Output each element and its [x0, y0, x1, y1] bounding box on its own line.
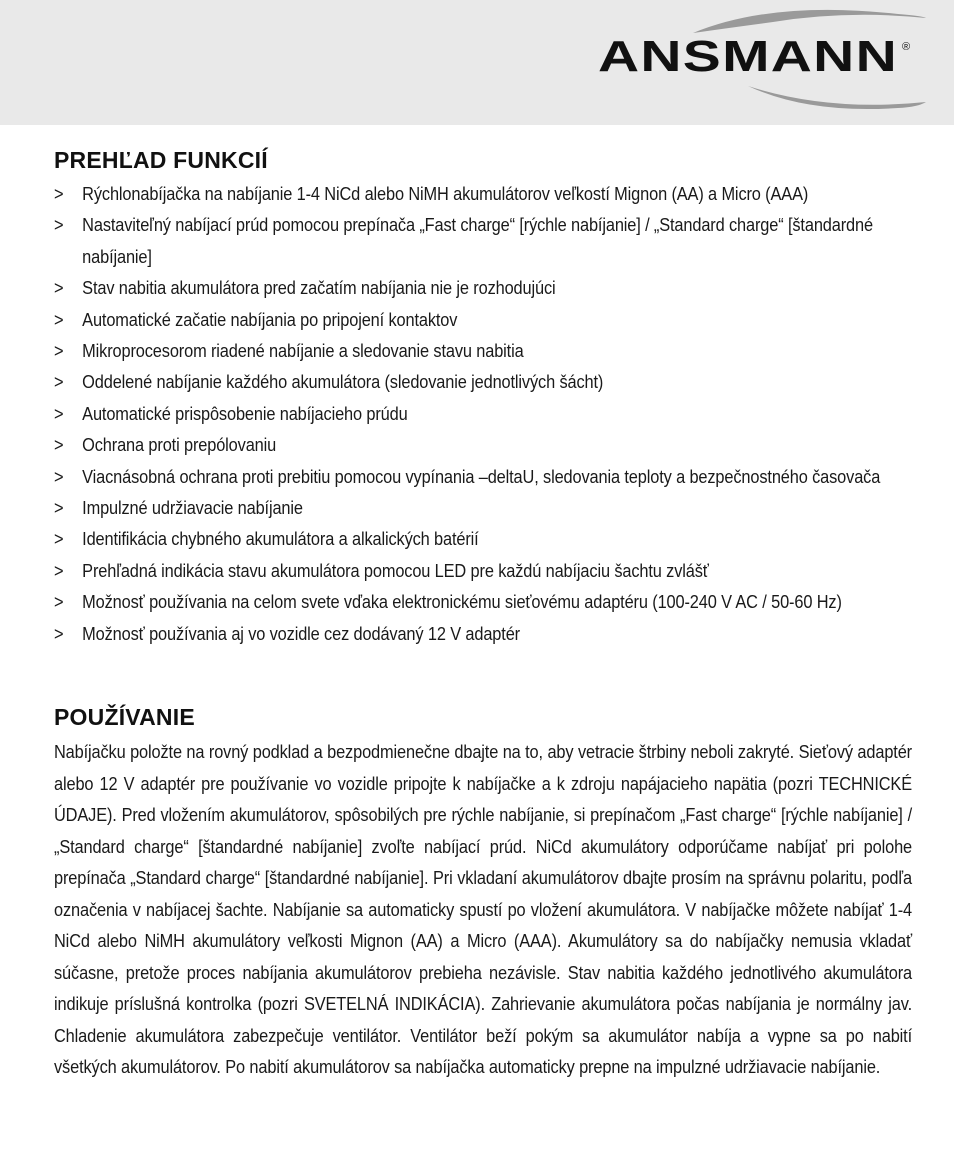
feature-text: Rýchlonabíjačka na nabíjanie 1-4 NiCd alebo NiMH akumulátorov veľkostí Mignon (AA) a Micro (AAA)	[82, 183, 809, 204]
feature-item	[54, 366, 936, 397]
bullet-marker: >	[54, 559, 64, 581]
feature-item	[54, 178, 936, 209]
ansmann-logo	[598, 8, 928, 112]
feature-text: Automatické prispôsobenie nabíjacieho prúdu	[82, 402, 408, 424]
feature-text: Automatické začatie nabíjania po pripojení kontaktov	[82, 308, 458, 330]
bullet-marker: >	[54, 308, 64, 330]
bullet-marker: >	[54, 528, 64, 550]
feature-item	[54, 429, 936, 460]
feature-item	[54, 209, 936, 272]
feature-item	[54, 523, 936, 554]
bullet-marker: >	[54, 622, 64, 644]
feature-item	[54, 586, 936, 617]
feature-item	[54, 335, 936, 366]
feature-text: Viacnásobná ochrana proti prebitiu pomocou vypínania –deltaU, sledovania teploty a bezpečnostného časovača	[82, 465, 881, 487]
bullet-marker: >	[54, 277, 64, 299]
feature-item	[54, 461, 936, 492]
usage-paragraph: Nabíjačku položte na rovný podklad a bezpodmienečne dbajte na to, aby vetracie štrbiny neboli zakryté. Sieťový adaptér alebo 12 V adaptér pre používanie vo vozidle pripojte k nabíjačke a k zdroju napájacieho napätia (pozri TECHNICKÉ ÚDAJE). Pred vložením akumulátorov, spôsobilých pre rýchle nabíjanie, si prepínačom „Fast charge“ [rýchle nabíjanie] / „Standard charge“ [štandardné nabíjanie] zvoľte nabíjací prúd. NiCd akumulátory odporúčame nabíjať pri polohe prepínača „Standard charge“ [štandardné nabíjanie]. Pri vkladaní akumulátorov dbajte prosím na správnu polaritu, podľa označenia v nabíjacej šachte. Nabíjanie sa automaticky spustí po vložení akumulátora. V nabíjačke môžete nabíjať 1-4 NiCd alebo NiMH akumulátory veľkosti Mignon (AA) a Micro (AAA). Akumulátory sa do nabíjačky nemusia vkladať súčasne, pretože proces nabíjania akumulátorov prebieha nezávisle. Stav nabitia každého jednotlivého akumulátora indikuje príslušná kontrolka (pozri SVETELNÁ INDIKÁCIA). Zahrievanie akumulátora počas nabíjania je normálny jav. Chladenie akumulátora zabezpečuje ventilátor. Ventilátor beží pokým sa akumulátor nabíja a vypne sa po nabití všetkých akumulátorov. Po nabití akumulátorov sa nabíjačka automaticky prepne na impulzné udržiavacie nabíjanie.	[54, 741, 912, 1077]
bullet-marker: >	[54, 214, 64, 236]
feature-item	[54, 618, 936, 649]
feature-text: Impulzné udržiavacie nabíjanie	[82, 497, 303, 519]
feature-text: Stav nabitia akumulátora pred začatím nabíjania nie je rozhodujúci	[82, 277, 556, 299]
logo-text: ANSMANN	[598, 32, 898, 81]
bullet-marker: >	[54, 371, 64, 393]
feature-text: Identifikácia chybného akumulátora a alkalických batérií	[82, 528, 479, 550]
feature-text: Prehľadná indikácia stavu akumulátora pomocou LED pre každú nabíjaciu šachtu zvlášť	[82, 559, 709, 581]
feature-text: Možnosť používania na celom svete vďaka elektronickému sieťovému adaptéru (100-240 V AC / 50-60 Hz)	[82, 591, 842, 613]
feature-text: Oddelené nabíjanie každého akumulátora (sledovanie jednotlivých šácht)	[82, 371, 604, 393]
feature-item	[54, 272, 936, 303]
feature-text: Možnosť používania aj vo vozidle cez dodávaný 12 V adaptér	[82, 622, 520, 644]
features-heading: PREHĽAD FUNKCIÍ	[54, 147, 268, 173]
feature-item	[54, 304, 936, 335]
bullet-marker: >	[54, 402, 64, 424]
bullet-marker: >	[54, 465, 64, 487]
bullet-marker: >	[54, 497, 64, 519]
bullet-marker: >	[54, 591, 64, 613]
registered-mark: ®	[902, 41, 911, 53]
usage-heading: POUŽÍVANIE	[54, 704, 195, 730]
features-list	[54, 178, 914, 649]
feature-item	[54, 492, 936, 523]
feature-item	[54, 555, 936, 586]
bullet-marker: >	[54, 434, 64, 456]
bullet-marker: >	[54, 340, 64, 362]
feature-text: Nastaviteľný nabíjací prúd pomocou prepínača „Fast charge“ [rýchle nabíjanie] / „Standard charge“ [štandardné nabíjanie]	[82, 214, 873, 267]
feature-item	[54, 398, 936, 429]
feature-text: Mikroprocesorom riadené nabíjanie a sledovanie stavu nabitia	[82, 340, 524, 362]
feature-text: Ochrana proti prepólovaniu	[82, 434, 277, 456]
bullet-marker: >	[54, 183, 64, 204]
